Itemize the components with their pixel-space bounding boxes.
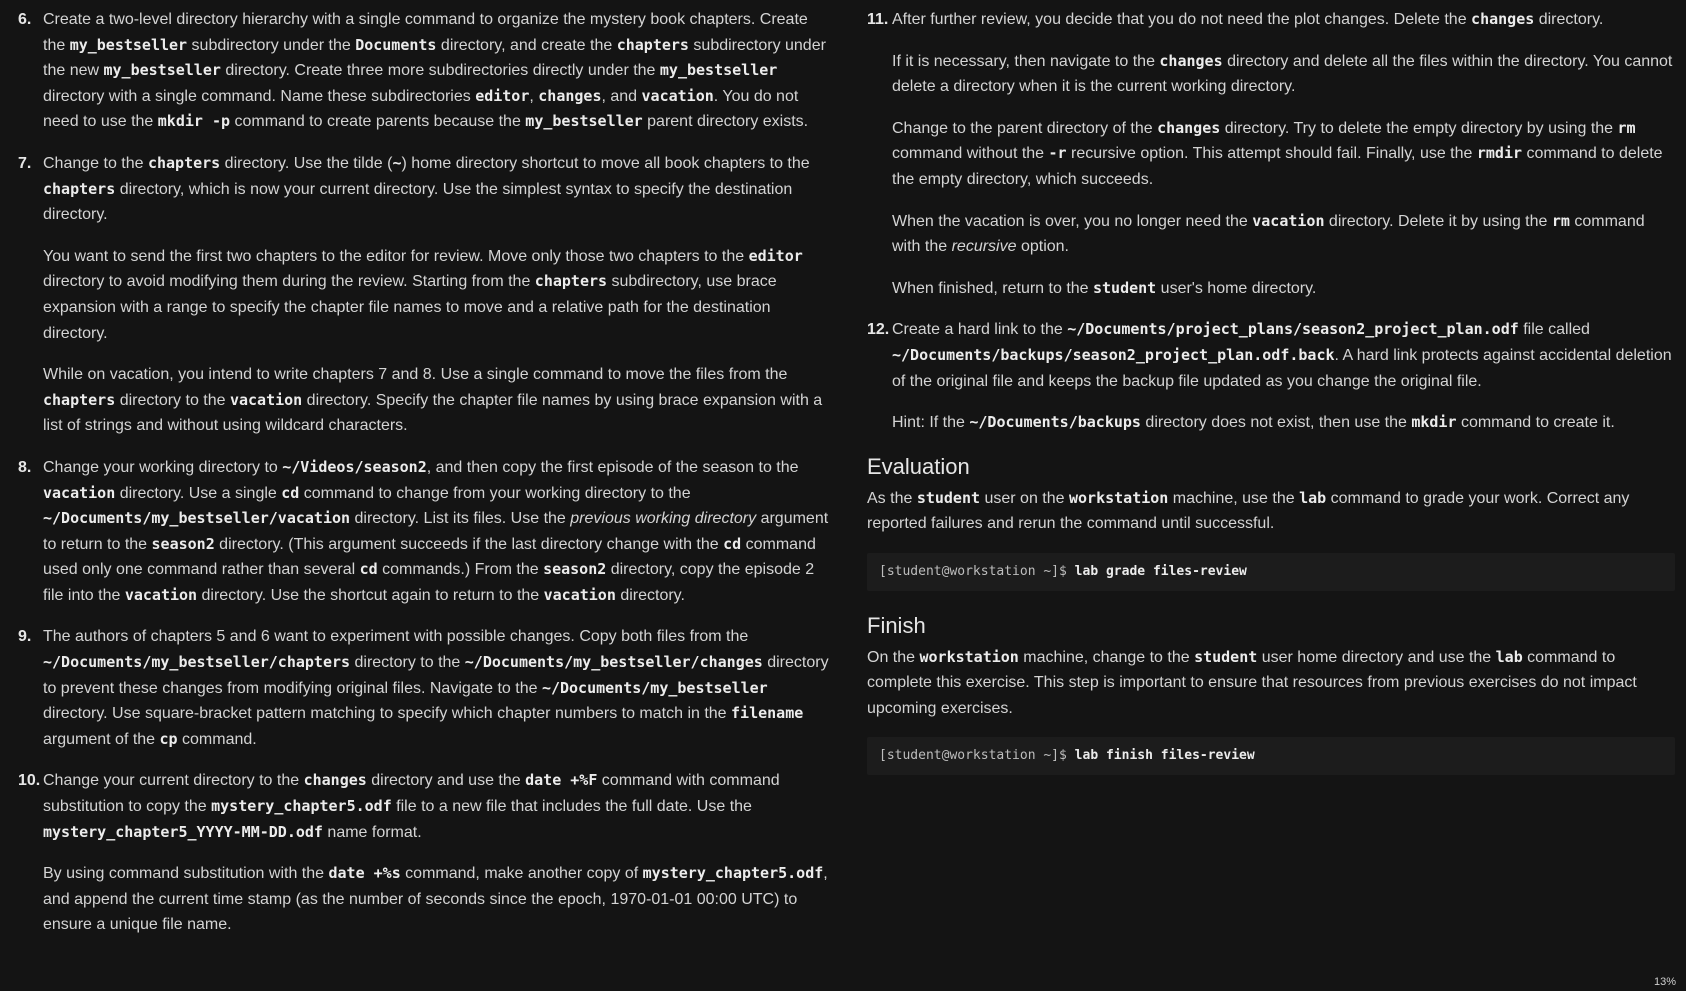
evaluation-code-block[interactable] [867, 553, 1675, 591]
left-column [18, 0, 830, 954]
step-number: 10. [18, 772, 41, 790]
inline-code: cd [281, 483, 300, 502]
inline-code: ~/Documents/my_bestseller/chapters [43, 653, 351, 672]
inline-code: date +%s [328, 864, 401, 883]
text-run: , and [601, 87, 642, 105]
inline-code: vacation [229, 390, 303, 409]
step-paragraph [43, 7, 830, 135]
text-run: , and then copy the first episode of the season to the [426, 458, 799, 476]
text-run: directory, which is now your current directory. Use the simplest syntax to specify the destination directory. [43, 180, 793, 224]
text-run: Change your working directory to [43, 458, 283, 476]
text-run: directory to the [350, 654, 465, 672]
inline-code: ~/Documents/backups [969, 413, 1141, 432]
shell-prompt: [student@workstation ~]$ [879, 563, 1075, 579]
inline-code: rm [1617, 118, 1636, 137]
text-run: command to complete this exercise. This step is important to ensure that resources from previous exercises do not impact upcoming exercises. [867, 648, 1637, 717]
emphasis-text: previous working directory [570, 510, 757, 528]
text-run: command to change from your working directory to the [299, 484, 691, 502]
step-paragraph [43, 861, 830, 938]
inline-code: ~/Documents/backups/season2_project_plan.odf.back [892, 345, 1335, 364]
inline-code: ~/Documents/my_bestseller [541, 678, 768, 697]
step-number: 6. [18, 11, 32, 28]
inline-code: student [1093, 278, 1157, 297]
text-run: Hint: If the [892, 414, 970, 432]
text-run: command without the [892, 145, 1049, 163]
text-run: Create a hard link to the [892, 321, 1068, 339]
text-run: If it is necessary, then navigate to the [892, 52, 1160, 70]
inline-code: ~/Documents/project_plans/season2_project_plan.odf [1067, 320, 1519, 339]
finish-code-block[interactable] [867, 737, 1675, 775]
inline-code: filename [731, 704, 804, 723]
step-item [18, 768, 830, 938]
text-run: command to create parents because the [230, 113, 526, 131]
text-run: Change your current directory to the [43, 772, 304, 790]
text-run: directory. Use a single [115, 484, 282, 502]
text-run: parent directory exists. [642, 113, 809, 131]
inline-code: cp [159, 729, 178, 748]
text-run: directory, and create the [436, 36, 617, 54]
inline-code: cd [723, 534, 742, 553]
step-number: 8. [18, 458, 32, 476]
text-run: directory and use the [366, 772, 526, 790]
inline-code: mystery_chapter5.odf [211, 797, 392, 816]
inline-code: chapters [616, 35, 689, 54]
inline-code: student [916, 488, 981, 507]
text-run: directory. [1534, 11, 1604, 28]
text-run: The authors of chapters 5 and 6 want to experiment with possible changes. Copy both files from the [43, 628, 749, 646]
text-run: user home directory and use the [1257, 648, 1496, 666]
emphasis-text: recursive [951, 238, 1017, 256]
text-run: subdirectory under the [187, 36, 356, 54]
inline-code: date +%F [525, 771, 598, 790]
text-run: machine, change to the [1018, 648, 1195, 666]
inline-code: changes [1157, 118, 1221, 137]
text-run: directory to prevent these changes from modifying original files. Navigate to the [43, 654, 829, 697]
inline-code: vacation [124, 585, 198, 604]
text-run: file to a new file that includes the full date. Use the [391, 798, 752, 816]
text-run: user on the [980, 489, 1069, 507]
text-run: You want to send the first two chapters to the editor for review. Move only those two chapters to the [43, 247, 749, 265]
inline-code: my_bestseller [659, 61, 778, 80]
inline-code: cd [359, 560, 378, 579]
inline-code: ~/Documents/my_bestseller/changes [464, 653, 763, 672]
text-run: Create a two-level directory hierarchy with a single command to organize the mystery book chapters. Create the [43, 11, 808, 54]
text-run: command. [177, 730, 257, 748]
inline-code: rmdir [1476, 144, 1523, 163]
text-run: After further review, you decide that you do not need the plot changes. Delete the [892, 11, 1472, 28]
step-paragraph [892, 209, 1675, 260]
inline-code: -r [1048, 144, 1067, 163]
text-run: . You do not need to use the [43, 87, 799, 131]
inline-code: vacation [43, 483, 116, 502]
inline-code: mkdir -p [157, 112, 231, 131]
text-run: directory. [615, 586, 685, 604]
step-item [867, 317, 1675, 435]
inline-code: ~/Videos/season2 [282, 457, 427, 476]
step-paragraph [43, 768, 830, 845]
text-run: command with command substitution to copy the [43, 772, 780, 816]
text-run: ) home directory shortcut to move all book chapters to the [401, 154, 810, 172]
text-run: directory. Try to delete the empty directory by using the [1220, 119, 1618, 137]
inline-code: ~/Documents/my_bestseller/vacation [43, 509, 351, 528]
text-run: command to create it. [1456, 414, 1615, 432]
step-item [18, 151, 830, 439]
inline-code: workstation [919, 647, 1019, 666]
text-run: file called [1518, 321, 1590, 339]
step-item [18, 624, 830, 752]
step-item [18, 455, 830, 609]
text-run: command, make another copy of [400, 865, 643, 883]
inline-code: editor [748, 246, 803, 265]
inline-code: vacation [543, 585, 616, 604]
inline-code: vacation [1252, 211, 1325, 230]
text-run: directory. Use the shortcut again to return to the [197, 586, 544, 604]
text-run: directory with a single command. Name these subdirectories [43, 87, 476, 105]
text-run: machine, use the [1168, 489, 1300, 507]
step-number: 7. [18, 154, 32, 172]
step-number: 11. [867, 11, 889, 28]
step-item [867, 7, 1675, 301]
zoom-level-indicator: 13% [1653, 976, 1676, 988]
inline-code: workstation [1068, 488, 1169, 507]
text-run: argument of the [43, 730, 160, 748]
text-run: directory. List its files. Use the [350, 510, 571, 528]
text-run: option. [1016, 238, 1069, 256]
text-run: directory. (This argument succeeds if the last directory change with the [214, 535, 724, 553]
text-run: command used only one command rather than several [43, 535, 816, 579]
inline-code: chapters [534, 272, 608, 291]
text-run: directory. Use the tilde ( [220, 154, 393, 172]
inline-code: chapters [43, 390, 116, 409]
text-run: directory to the [115, 391, 230, 409]
text-run: directory. Specify the chapter file names by using brace expansion with a list of strings and without using wildcard characters. [43, 391, 823, 435]
text-run: When the vacation is over, you no longer need the [892, 212, 1253, 230]
text-run: , and append the current time stamp (as the number of seconds since the epoch, 1970-01-01 00:00 UTC) to ensure a unique file name. [43, 865, 828, 934]
step-paragraph [892, 276, 1675, 302]
text-run: command to delete the empty directory, which succeeds. [892, 145, 1663, 188]
inline-code: lab [1299, 488, 1327, 507]
text-run: By using command substitution with the [43, 865, 329, 883]
text-run: recursive option. This attempt should fail. Finally, use the [1066, 145, 1477, 163]
text-run: directory. Use square-bracket pattern matching to specify which chapter numbers to match in the [43, 705, 732, 723]
evaluation-paragraph [867, 486, 1675, 537]
text-run: directory. Create three more subdirectories directly under the [220, 62, 660, 80]
step-paragraph [43, 362, 830, 439]
inline-code: changes [1159, 51, 1223, 70]
text-run: subdirectory under the new [43, 36, 826, 80]
text-run: On the [867, 648, 920, 666]
text-run: command with the [892, 212, 1645, 256]
step-paragraph [43, 455, 830, 609]
text-run: Change to the [43, 154, 148, 172]
step-paragraph [892, 116, 1675, 193]
evaluation-heading: Evaluation [867, 453, 970, 479]
inline-code: Documents [355, 35, 437, 54]
text-run: subdirectory, use brace expansion with a range to specify the chapter file names to move and a relative path for the destination directory. [43, 273, 777, 342]
inline-code: changes [303, 771, 367, 790]
step-paragraph [43, 151, 830, 228]
text-run: user's home directory. [1156, 279, 1317, 297]
inline-code: my_bestseller [69, 35, 188, 54]
text-run: When finished, return to the [892, 279, 1093, 297]
text-run: As the [867, 489, 917, 507]
inline-code: chapters [147, 153, 221, 172]
inline-code: rm [1551, 211, 1570, 230]
text-run: directory. Delete it by using the [1324, 212, 1552, 230]
inline-code: changes [1471, 10, 1535, 28]
text-run: name format. [322, 823, 422, 841]
text-run: , [529, 87, 539, 105]
text-run: directory to avoid modifying them during the review. Starting from the [43, 273, 535, 291]
step-paragraph [892, 49, 1675, 100]
text-run: Change to the parent directory of the [892, 119, 1158, 137]
step-paragraph [43, 244, 830, 346]
inline-code: vacation [641, 86, 714, 105]
text-run: argument to return to the [43, 510, 829, 553]
right-column [867, 0, 1675, 795]
inline-code: chapters [43, 179, 116, 198]
step-paragraph [892, 7, 1675, 33]
command-text: lab finish files-review [1074, 748, 1255, 764]
inline-code: ~ [392, 153, 402, 172]
inline-code: my_bestseller [103, 61, 221, 80]
step-item [18, 7, 830, 135]
inline-code: student [1194, 647, 1258, 666]
inline-code: mkdir [1411, 413, 1457, 432]
inline-code: mystery_chapter5_YYYY-MM-DD.odf [43, 822, 323, 841]
step-paragraph [892, 410, 1675, 436]
text-run: commands.) From the [377, 561, 544, 579]
text-run: directory, copy the episode 2 file into the [43, 561, 815, 604]
text-run: directory and delete all the files within the directory. You cannot delete a directory when it is the current working directory. [892, 52, 1673, 96]
inline-code: season2 [543, 560, 607, 579]
inline-code: editor [475, 86, 530, 105]
right-steps [867, 7, 1675, 436]
text-run: . A hard link protects against accidental deletion of the original file and keeps the backup file updated as you change the original file. [892, 346, 1672, 390]
text-run: command to grade your work. Correct any reported failures and rerun the command until successful. [867, 489, 1630, 533]
step-paragraph [892, 317, 1675, 394]
step-number: 12. [867, 321, 890, 339]
finish-paragraph [867, 645, 1675, 722]
step-number: 9. [18, 628, 32, 646]
step-paragraph [43, 624, 830, 752]
text-run: While on vacation, you intend to write chapters 7 and 8. Use a single command to move the files from the [43, 366, 788, 384]
command-text: lab grade files-review [1074, 563, 1247, 579]
inline-code: lab [1495, 647, 1523, 666]
inline-code: my_bestseller [525, 112, 643, 131]
inline-code: changes [538, 86, 602, 105]
text-run: directory does not exist, then use the [1140, 414, 1412, 432]
inline-code: season2 [151, 534, 215, 553]
finish-heading: Finish [867, 612, 926, 638]
inline-code: mystery_chapter5.odf [642, 864, 824, 883]
shell-prompt: [student@workstation ~]$ [879, 748, 1075, 764]
